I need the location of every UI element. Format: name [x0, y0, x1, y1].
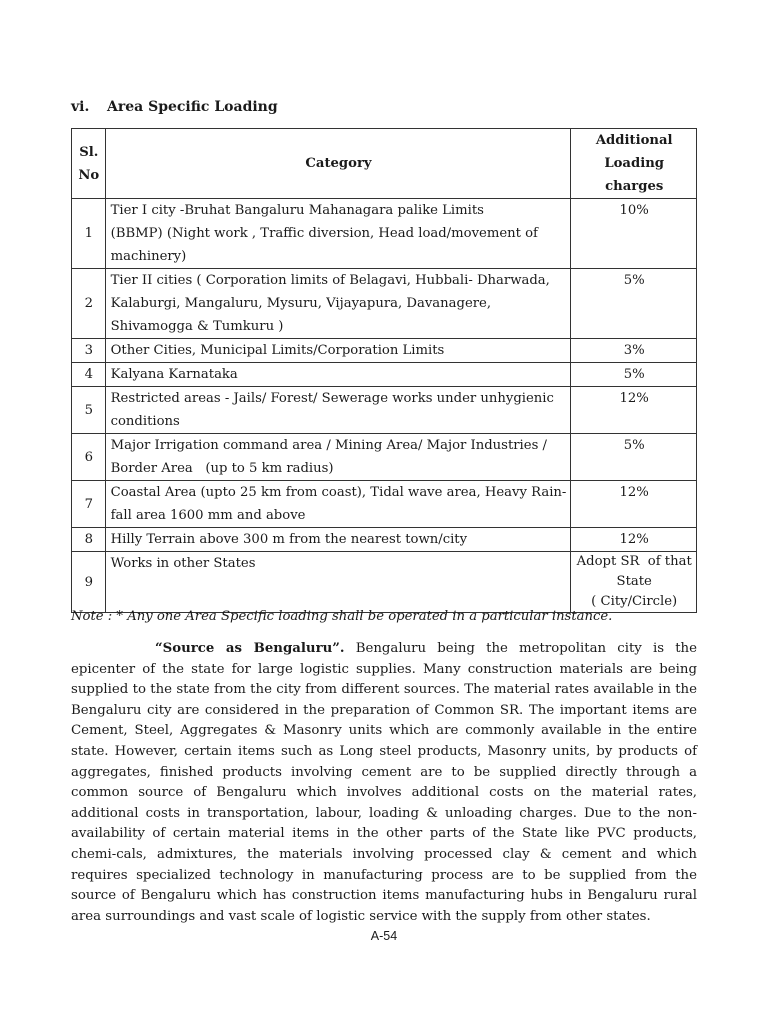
table-body [72, 199, 697, 613]
row-category [105, 528, 571, 552]
row-sl-no: 7 [72, 481, 106, 528]
category-line: Hilly Terrain above 300 m from the nearest town/city [110, 532, 468, 547]
category-line: Tier II cities ( Corporation limits of Belagavi, Hubbali- Dharwada, [110, 273, 550, 288]
row-charge [571, 552, 697, 613]
table-note: Note : * Any one Area Specific loading shall be operated in a particular instance. [71, 609, 613, 624]
table-row [72, 528, 697, 552]
section-title: Area Specific Loading [107, 99, 278, 115]
row-sl-no: 8 [72, 528, 106, 552]
category-line: Restricted areas - Jails/ Forest/ Sewerage works under unhygienic [110, 391, 554, 406]
category-line: conditions [110, 414, 180, 429]
table-row [72, 481, 697, 528]
table-row [72, 363, 697, 387]
row-charge: 3% [571, 339, 697, 363]
category-line: Kalaburgi, Mangaluru, Mysuru, Vijayapura, Davanagere, [110, 296, 492, 311]
row-category [105, 363, 571, 387]
table-row [72, 387, 697, 434]
row-charge: 5% [571, 363, 697, 387]
category-line: Coastal Area (upto 25 km from coast), Tidal wave area, Heavy Rain- [110, 485, 567, 500]
row-sl-no: 9 [72, 552, 106, 613]
row-sl-no: 4 [72, 363, 106, 387]
category-line: Shivamogga & Tumkuru ) [110, 319, 284, 334]
page-number: A-54 [370, 929, 398, 943]
row-sl-no: 5 [72, 387, 106, 434]
row-category [105, 199, 571, 269]
paragraph-text: Bengaluru being the metropolitan city is the epicenter of the state for large logistic supplies. Many construction materials are being supplied to the state from the city from different sources. The material rates available in the Bengaluru city are considered in the preparation of Common SR. The important items are Cement, Steel, Aggregates & Masonry units which are commonly available in the entire state. However, certain items such as Long steel products, Masonry units, by products of aggregates, finished products involving cement are to be supplied directly through a common source of Bengaluru which involves additional costs on the material rates, additional costs in transportation, labour, loading & unloading charges. Due to the non-availability of certain material items in the other parts of the State like PVC products, chemi-cals, admixtures, the materials involving processed clay & cement and which requires specialized technology in manufacturing process are to be supplied from the source of Bengaluru which has construction items manufacturing hubs in Bengaluru rural area surroundings and vast scale of logistic service with the supply from other states. [71, 641, 697, 924]
charge-line: State [616, 574, 652, 589]
row-sl-no: 2 [72, 269, 106, 339]
header-charges-line2: Loading charges [604, 156, 665, 194]
table-row [72, 269, 697, 339]
category-line: Major Irrigation command area / Mining Area/ Major Industries / [110, 438, 547, 453]
table-row [72, 552, 697, 613]
charge-line: ( City/Circle) [591, 594, 678, 609]
row-category [105, 339, 571, 363]
category-line: Border Area (up to 5 km radius) [110, 461, 334, 476]
header-category: Category [105, 129, 571, 199]
row-category [105, 434, 571, 481]
charge-line: Adopt SR of that [576, 554, 692, 569]
row-category [105, 269, 571, 339]
source-paragraph [71, 639, 697, 927]
row-charge: 10% [571, 199, 697, 269]
paragraph-lead: “Source as Bengaluru”. [155, 641, 345, 656]
table-row [72, 434, 697, 481]
category-line: (BBMP) (Night work , Traffic diversion, Head load/movement of [110, 226, 538, 241]
table-row [72, 339, 697, 363]
row-charge: 12% [571, 528, 697, 552]
category-line: Other Cities, Municipal Limits/Corporation Limits [110, 343, 445, 358]
header-charges [571, 129, 697, 199]
table-row [72, 199, 697, 269]
row-charge: 12% [571, 387, 697, 434]
category-line: Works in other States [110, 556, 256, 571]
section-heading [71, 99, 278, 115]
row-category [105, 481, 571, 528]
category-line: fall area 1600 mm and above [110, 508, 306, 523]
table-header-row [72, 129, 697, 199]
section-number: vi. [71, 99, 90, 115]
row-charge: 5% [571, 269, 697, 339]
category-line: machinery) [110, 249, 187, 264]
row-category [105, 387, 571, 434]
row-sl-no: 3 [72, 339, 106, 363]
category-line: Kalyana Karnataka [110, 367, 238, 382]
area-loading-table [71, 128, 697, 613]
row-sl-no: 6 [72, 434, 106, 481]
row-sl-no: 1 [72, 199, 106, 269]
row-category [105, 552, 571, 613]
row-charge: 5% [571, 434, 697, 481]
header-charges-line1: Additional [595, 133, 673, 148]
category-line: Tier I city -Bruhat Bangaluru Mahanagara palike Limits [110, 203, 484, 218]
header-sl-no: Sl. No [72, 129, 106, 199]
row-charge: 12% [571, 481, 697, 528]
